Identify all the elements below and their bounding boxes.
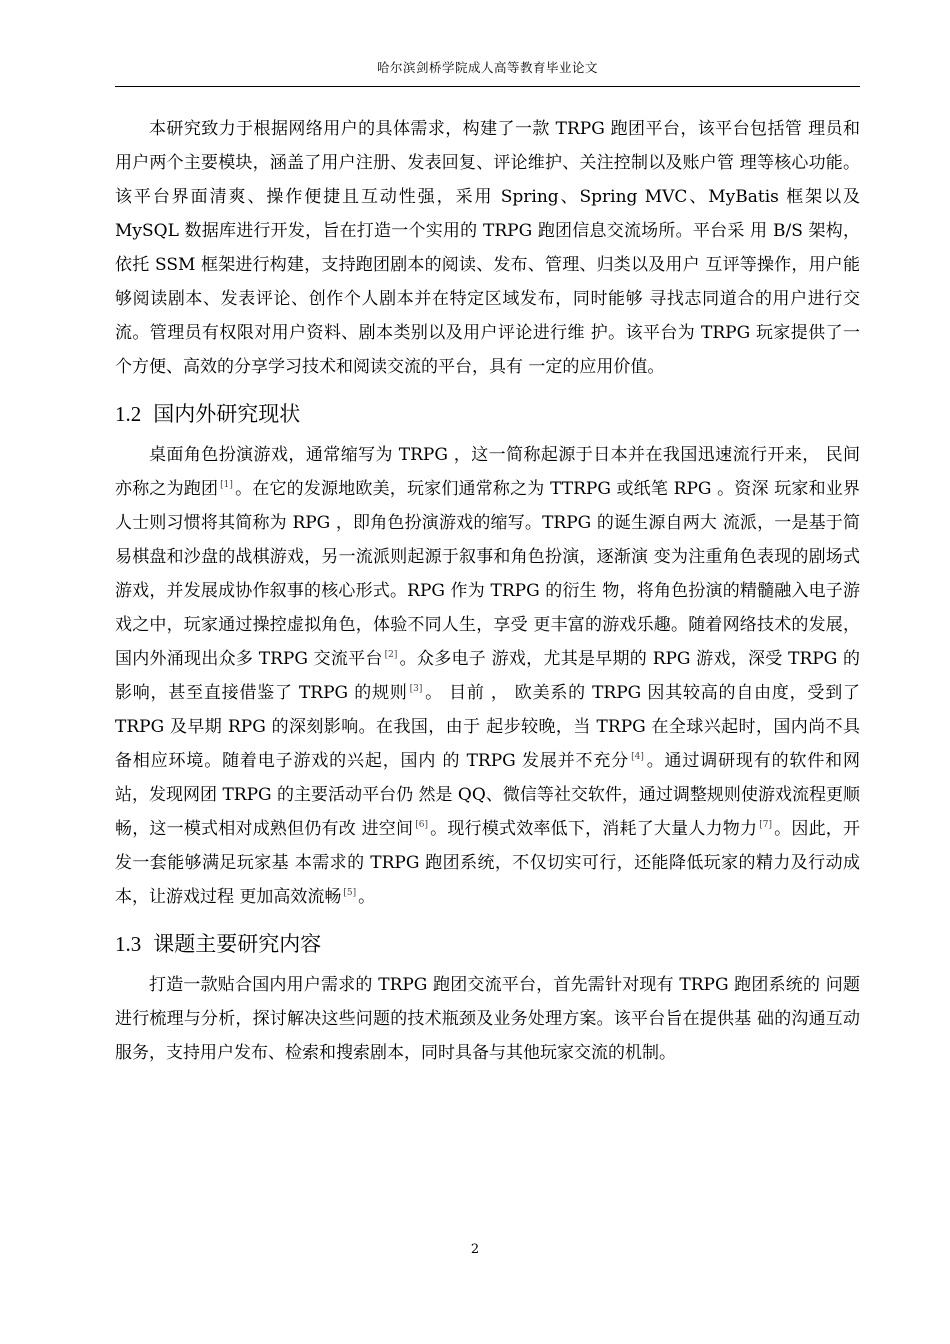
header-divider — [115, 86, 860, 87]
section-number: 1.3 — [115, 932, 142, 956]
text-segment: 。通过调研现有的软件和网站，发现网团 TRPG 的主要活动平台仍 然是 QQ、微信等社交软件，通过调整规则使游戏流程更顺畅，这一模式相对成熟但仍有改 进空间 — [115, 751, 861, 839]
text-segment: 桌面角色扮演游戏，通常缩写为 TRPG ，这一简称起源于日本并在我国迅速流行开来， 民间亦称之为跑团 — [115, 445, 860, 499]
text-segment: 。 目前 ， 欧美系的 TRPG 因其较高的自由度，受到了 TRPG 及早期 RPG 的深刻影响。在我国，由于 起步较晚，当 TRPG 在全球兴起时，国内尚不具备相应环境。随着电子游戏的兴起，国内 的 TRPG 发展并不充分 — [115, 683, 860, 771]
section-number: 1.2 — [115, 402, 142, 426]
section-title: 国内外研究现状 — [153, 402, 301, 426]
research-content-paragraph: 打造一款贴合国内用户需求的 TRPG 跑团交流平台，首先需针对现有 TRPG 跑团系统的 问题进行梳理与分析，探讨解决这些问题的技术瓶颈及业务处理方案。该平台旨在提供基 础的沟通互动服务，支持用户发布、检索和搜索剧本，同时具备与其他玩家交流的机制。 — [115, 975, 860, 1063]
text-segment: 。因此，开发一套能够满足玩家基 本需求的 TRPG 跑团系统，不仅切实可行，还能降低玩家的精力及行动成本，让游戏过程 更加高效流畅 — [115, 819, 861, 907]
section-heading-1-3 — [115, 922, 860, 966]
document-body — [115, 112, 860, 1070]
text-segment: 。在它的发源地欧美，玩家们通常称之为 TTRPG 或纸笔 RPG 。资深 玩家和业界人士则习惯将其简称为 RPG ，即角色扮演游戏的缩写。TRPG 的诞生源自两大 流派，一是基于简易棋盘和沙盘的战棋游戏，另一流派则起源于叙事和角色扮演，逐渐演 变为注重角色表现的剧场式游戏，并发展成协作叙事的核心形式。RPG 作为 TRPG 的衍生 物，将角色扮演的精髓融入电子游戏之中，玩家通过操控虚拟角色，体验不同人生，享受 更丰富的游戏乐趣。随着网络技术的发展，国内外涌现出众多 TRPG 交流平台 — [115, 479, 860, 669]
citation-ref: [7] — [759, 820, 772, 831]
text-segment: 。众多电子 游戏，尤其是早期的 RPG 游戏，深受 TRPG 的影响，甚至直接借鉴了 TRPG 的规则 — [115, 649, 860, 703]
citation-ref: [5] — [343, 888, 357, 899]
research-status-paragraph — [115, 438, 860, 914]
text-segment: 。 — [358, 887, 376, 907]
intro-paragraph: 本研究致力于根据网络用户的具体需求，构建了一款 TRPG 跑团平台，该平台包括管 理员和用户两个主要模块，涵盖了用户注册、发表回复、评论维护、关注控制以及账户管 理等核心功能。该平台界面清爽、操作便捷且互动性强，采用 Spring、Spring MVC、MyBatis 框架以及 MySQL 数据库进行开发，旨在打造一个实用的 TRPG 跑团信息交流场所。平台采 用 B/S 架构，依托 SSM 框架进行构建，支持跑团剧本的阅读、发布、管理、归类以及用户 互评等操作，用户能够阅读剧本、发表评论、创作个人剧本并在特定区域发布，同时能够 寻找志同道合的用户进行交流。管理员有权限对用户资料、剧本类别以及用户评论进行维 护。该平台为 TRPG 玩家提供了一个方便、高效的分享学习技术和阅读交流的平台，具有 一定的应用价值。 — [115, 119, 860, 377]
citation-ref: [6] — [415, 820, 428, 831]
section-heading-1-2 — [115, 392, 860, 436]
page-number: 2 — [470, 1242, 480, 1257]
citation-ref: [4] — [631, 752, 644, 763]
citation-ref: [1] — [220, 480, 233, 491]
page-header: 哈尔滨剑桥学院成人高等教育毕业论文 — [376, 60, 598, 75]
section-title: 课题主要研究内容 — [153, 932, 322, 956]
citation-ref: [3] — [409, 684, 423, 695]
text-segment: 。现行模式效率低下，消耗了大量人力物力 — [429, 819, 758, 839]
citation-ref: [2] — [384, 650, 398, 661]
